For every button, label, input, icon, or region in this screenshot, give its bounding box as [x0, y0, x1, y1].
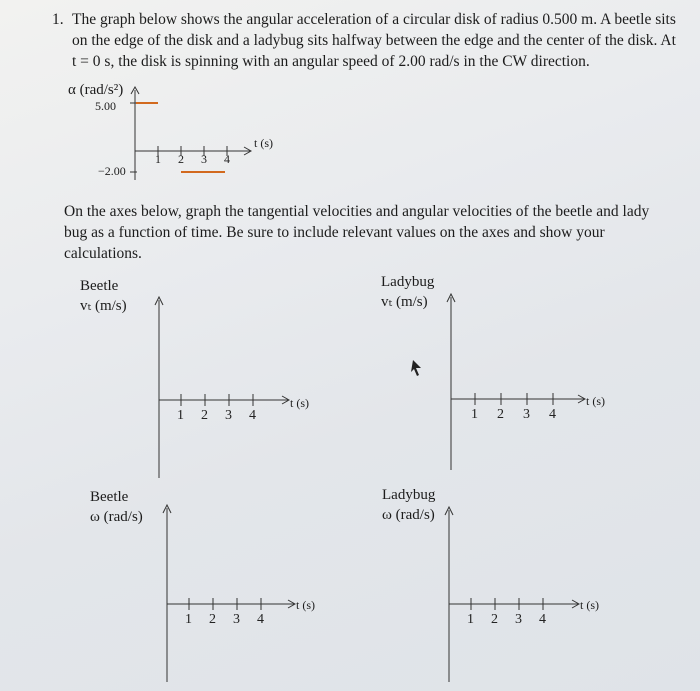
beetle_vt-xtick-label-2: 2	[201, 408, 208, 423]
alpha-xtick-label-2: 2	[178, 152, 184, 166]
ladybug_vt-xtick-label-1: 1	[471, 407, 478, 422]
beetle-vt-title: Beetle	[80, 278, 119, 294]
alpha-tick-neg2: −2.00	[98, 164, 126, 178]
beetle-w-title: Beetle	[90, 489, 129, 505]
ladybug_w-xtick-label-3: 3	[515, 612, 522, 627]
ladybug-vt-y-label: vₜ (m/s)	[381, 294, 428, 310]
beetle_w-xtick-label-2: 2	[209, 612, 216, 627]
alpha-y-label: α (rad/s²)	[68, 82, 124, 98]
ladybug-w-x-label: t (s)	[580, 598, 599, 612]
alpha-xtick-label-3: 3	[201, 152, 207, 166]
beetle-w-y-label: ω (rad/s)	[90, 509, 143, 525]
ladybug-vt-x-label: t (s)	[586, 394, 605, 408]
ladybug_vt-xtick-label-3: 3	[523, 407, 530, 422]
instructions: On the axes below, graph the tangential velocities and angular velocities of the beetle and lady bug as a function of time. Be sure to include relevant values on the axes and show your calculations.	[64, 203, 650, 262]
alpha-tick-5: 5.00	[95, 99, 116, 113]
beetle_w-xtick-label-3: 3	[233, 612, 240, 627]
beetle-w-x-label: t (s)	[296, 598, 315, 612]
ladybug-vt-title: Ladybug	[381, 274, 435, 290]
beetle_w-xtick-label-4: 4	[257, 612, 264, 627]
beetle_w-xtick-label-1: 1	[185, 612, 192, 627]
ladybug_w-xtick-label-2: 2	[491, 612, 498, 627]
cursor-arrow-icon	[411, 360, 421, 376]
ladybug-w-title: Ladybug	[382, 487, 436, 503]
alpha-x-label: t (s)	[254, 136, 273, 150]
ladybug_w-xtick-label-1: 1	[467, 612, 474, 627]
alpha-xtick-label-4: 4	[224, 152, 230, 166]
problem-number: 1.	[52, 11, 64, 28]
ladybug_vt-xtick-label-4: 4	[549, 407, 556, 422]
beetle_vt-xtick-label-3: 3	[225, 408, 232, 423]
beetle_vt-xtick-label-1: 1	[177, 408, 184, 423]
ladybug_w-xtick-label-4: 4	[539, 612, 546, 627]
problem-text: The graph below shows the angular acceleration of a circular disk of radius 0.500 m. A beetle sits on the edge of the disk and a ladybug sits halfway between the edge and the center of the disk. At t = 0 s, the disk is spinning with an angular speed of 2.00 rad/s in the CW direction.	[72, 11, 676, 70]
beetle_vt-xtick-label-4: 4	[249, 408, 256, 423]
ladybug_vt-xtick-label-2: 2	[497, 407, 504, 422]
alpha-xtick-label-1: 1	[155, 152, 161, 166]
ladybug-w-y-label: ω (rad/s)	[382, 507, 435, 523]
beetle-vt-y-label: vₜ (m/s)	[80, 298, 127, 314]
beetle-vt-x-label: t (s)	[290, 396, 309, 410]
